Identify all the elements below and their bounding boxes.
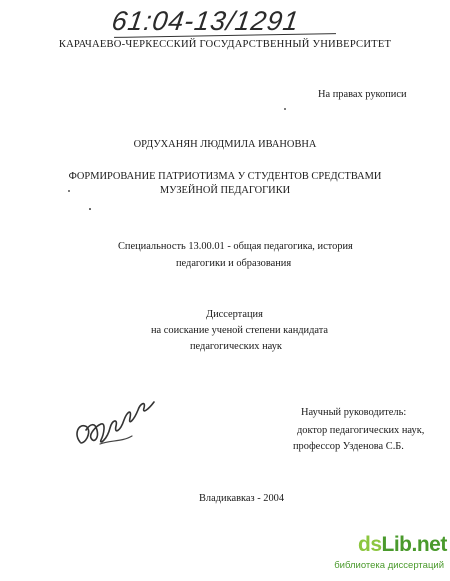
dslib-watermark: [334, 533, 447, 577]
dissertation-title-line-1: ФОРМИРОВАНИЕ ПАТРИОТИЗМА У СТУДЕНТОВ СРЕДСТВАМИ: [68, 171, 382, 182]
degree-line-2: педагогических наук: [190, 341, 282, 352]
supervisor-name: профессор Узденова С.Б.: [293, 441, 404, 452]
dissertation-type: Диссертация: [206, 309, 263, 320]
supervisor-degree: доктор педагогических наук,: [297, 425, 425, 436]
author-name: ОРДУХАНЯН ЛЮДМИЛА ИВАНОВНА: [133, 139, 317, 150]
specialty-line-1: Специальность 13.00.01 - общая педагогика, история: [118, 241, 353, 252]
dissertation-title-line-2: МУЗЕЙНОЙ ПЕДАГОГИКИ: [159, 185, 291, 196]
city-year: Владикавказ - 2004: [199, 493, 285, 504]
paper-speck: [89, 208, 91, 210]
specialty-line-2: педагогики и образования: [176, 258, 292, 269]
degree-line-1: на соискание ученой степени кандидата: [151, 325, 329, 336]
paper-speck: [284, 108, 286, 110]
archive-number-stamp: 61:04-13/1291: [109, 6, 302, 36]
supervisor-label: Научный руководитель:: [301, 407, 407, 418]
rights-note: На правах рукописи: [318, 89, 407, 100]
signature-image: [70, 390, 162, 452]
dslib-subtitle: библиотека диссертаций: [334, 560, 444, 571]
university-name: КАРАЧАЕВО-ЧЕРКЕССКИЙ ГОСУДАРСТВЕННЫЙ УНИВЕРСИТЕТ: [58, 39, 392, 50]
paper-speck: [68, 190, 70, 192]
dslib-logo: dsLib.net: [358, 533, 447, 556]
